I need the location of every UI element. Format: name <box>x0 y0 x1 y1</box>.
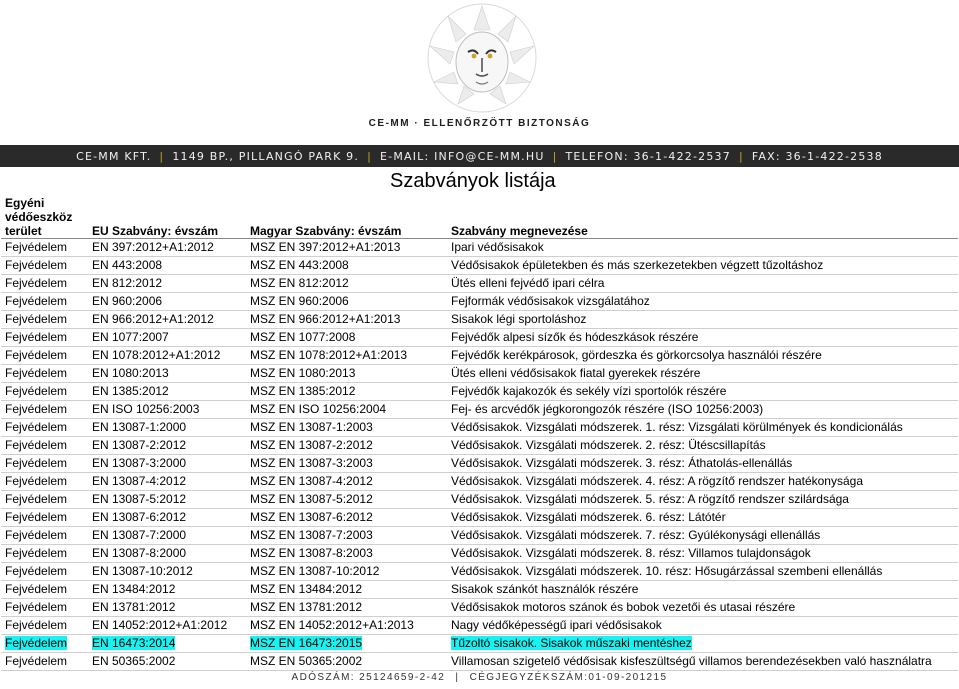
cell-hu-standard: MSZ EN 13087-7:2003 <box>246 527 447 545</box>
cell-area: Fejvédelem <box>1 599 88 617</box>
footer <box>0 672 959 683</box>
table-row <box>1 491 958 509</box>
cell-eu-standard: EN 1078:2012+A1:2012 <box>88 347 246 365</box>
cell-standard-name: Védősisakok. Vizsgálati módszerek. 8. rész: Villamos tulajdonságok <box>447 545 958 563</box>
cell-area: Fejvédelem <box>1 581 88 599</box>
table-header-row <box>1 194 958 239</box>
cell-eu-standard: EN 1080:2013 <box>88 365 246 383</box>
table-row <box>1 239 958 257</box>
cell-standard-name: Fejvédők kerékpárosok, gördeszka és görkorcsolya használói részére <box>447 347 958 365</box>
cell-standard-name: Védősisakok épületekben és más szerkezetekben végzett tűzoltáshoz <box>447 257 958 275</box>
table-row <box>1 365 958 383</box>
cell-eu-standard: EN 13087-7:2000 <box>88 527 246 545</box>
cell-standard-name: Sisakok szánkót használók részére <box>447 581 958 599</box>
brand-tagline: CE-MM · ELLENŐRZÖTT BIZTONSÁG <box>368 118 591 129</box>
table-row <box>1 311 958 329</box>
table-row <box>1 599 958 617</box>
cell-standard-name: Védősisakok. Vizsgálati módszerek. 1. rész: Vizsgálati körülmények és kondicionálás <box>447 419 958 437</box>
table-row <box>1 347 958 365</box>
letterhead <box>0 0 959 168</box>
separator: | <box>738 149 744 163</box>
cell-area: Fejvédelem <box>1 437 88 455</box>
column-header-name: Szabvány megnevezése <box>447 194 958 239</box>
table-row <box>1 635 958 653</box>
contact-bar <box>0 145 959 167</box>
table-row <box>1 293 958 311</box>
separator: | <box>552 149 558 163</box>
table-row <box>1 419 958 437</box>
cell-area: Fejvédelem <box>1 455 88 473</box>
cell-eu-standard: EN 966:2012+A1:2012 <box>88 311 246 329</box>
cell-area: Fejvédelem <box>1 563 88 581</box>
table-row <box>1 617 958 635</box>
cell-eu-standard: EN 13484:2012 <box>88 581 246 599</box>
cell-area: Fejvédelem <box>1 329 88 347</box>
cell-standard-name: Fej- és arcvédők jégkorongozók részére (ISO 10256:2003) <box>447 401 958 419</box>
table-row <box>1 563 958 581</box>
cell-eu-standard: EN 13781:2012 <box>88 599 246 617</box>
cell-area: Fejvédelem <box>1 617 88 635</box>
cell-area: Fejvédelem <box>1 401 88 419</box>
cell-area: Fejvédelem <box>1 545 88 563</box>
cell-eu-standard: EN 960:2006 <box>88 293 246 311</box>
table-body <box>1 239 958 671</box>
cell-hu-standard: MSZ EN 13087-6:2012 <box>246 509 447 527</box>
separator: | <box>159 149 165 163</box>
cell-area: Fejvédelem <box>1 257 88 275</box>
cell-eu-standard: EN 50365:2002 <box>88 653 246 671</box>
cell-standard-name: Védősisakok. Vizsgálati módszerek. 4. rész: A rögzítő rendszer hatékonysága <box>447 473 958 491</box>
cell-standard-name: Villamosan szigetelő védősisak kisfeszültségű villamos berendezésekben való használatra <box>447 653 958 671</box>
cell-area: Fejvédelem <box>1 383 88 401</box>
table-row <box>1 275 958 293</box>
cell-eu-standard: EN 13087-5:2012 <box>88 491 246 509</box>
cell-area: Fejvédelem <box>1 491 88 509</box>
cell-area: Fejvédelem <box>1 311 88 329</box>
cell-hu-standard: MSZ EN 1077:2008 <box>246 329 447 347</box>
cell-eu-standard: EN 1385:2012 <box>88 383 246 401</box>
cell-standard-name: Ipari védősisakok <box>447 239 958 257</box>
table-row <box>1 455 958 473</box>
cell-standard-name: Védősisakok. Vizsgálati módszerek. 2. rész: Ütéscsillapítás <box>447 437 958 455</box>
table-row <box>1 383 958 401</box>
cell-standard-name: Védősisakok. Vizsgálati módszerek. 5. rész: A rögzítő rendszer szilárdsága <box>447 491 958 509</box>
cell-eu-standard: EN 13087-3:2000 <box>88 455 246 473</box>
cell-hu-standard: MSZ EN 13087-10:2012 <box>246 563 447 581</box>
lion-shield-logo <box>418 0 546 118</box>
cell-hu-standard: MSZ EN 13087-5:2012 <box>246 491 447 509</box>
cell-hu-standard: MSZ EN ISO 10256:2004 <box>246 401 447 419</box>
tax-number: ADÓSZÁM: 25124659-2-42 <box>291 672 446 683</box>
standards-table <box>1 194 958 671</box>
cell-area: Fejvédelem <box>1 473 88 491</box>
company-phone: TELEFON: 36-1-422-2537 <box>565 149 731 163</box>
cell-hu-standard: MSZ EN 1078:2012+A1:2013 <box>246 347 447 365</box>
table-row <box>1 329 958 347</box>
table-row <box>1 257 958 275</box>
table-row <box>1 401 958 419</box>
cell-hu-standard: MSZ EN 50365:2002 <box>246 653 447 671</box>
column-header-hu: Magyar Szabvány: évszám <box>246 194 447 239</box>
cell-hu-standard: MSZ EN 812:2012 <box>246 275 447 293</box>
table-row <box>1 581 958 599</box>
cell-eu-standard: EN 16473:2014 <box>88 635 246 653</box>
cell-area: Fejvédelem <box>1 293 88 311</box>
cell-hu-standard: MSZ EN 13781:2012 <box>246 599 447 617</box>
cell-area: Fejvédelem <box>1 509 88 527</box>
table-row <box>1 653 958 671</box>
cell-standard-name: Védősisakok. Vizsgálati módszerek. 3. rész: Áthatolás-ellenállás <box>447 455 958 473</box>
cell-standard-name: Nagy védőképességű ipari védősisakok <box>447 617 958 635</box>
cell-eu-standard: EN 13087-10:2012 <box>88 563 246 581</box>
column-header-eu: EU Szabvány: évszám <box>88 194 246 239</box>
table-row <box>1 545 958 563</box>
cell-hu-standard: MSZ EN 13484:2012 <box>246 581 447 599</box>
cell-hu-standard: MSZ EN 443:2008 <box>246 257 447 275</box>
cell-eu-standard: EN 13087-8:2000 <box>88 545 246 563</box>
cell-standard-name: Fejformák védősisakok vizsgálatához <box>447 293 958 311</box>
cell-eu-standard: EN 13087-4:2012 <box>88 473 246 491</box>
cell-standard-name: Tűzoltó sisakok. Sisakok műszaki mentéshez <box>447 635 958 653</box>
cell-hu-standard: MSZ EN 13087-4:2012 <box>246 473 447 491</box>
cell-eu-standard: EN 397:2012+A1:2012 <box>88 239 246 257</box>
cell-eu-standard: EN 812:2012 <box>88 275 246 293</box>
page-title: Szabványok listája <box>390 170 556 192</box>
cell-hu-standard: MSZ EN 13087-3:2003 <box>246 455 447 473</box>
cell-eu-standard: EN ISO 10256:2003 <box>88 401 246 419</box>
cell-standard-name: Ütés elleni védősisakok fiatal gyerekek részére <box>447 365 958 383</box>
cell-standard-name: Fejvédők alpesi sízők és hódeszkások részére <box>447 329 958 347</box>
cell-standard-name: Védősisakok motoros szánok és bobok vezetői és utasai részére <box>447 599 958 617</box>
separator: | <box>367 149 372 163</box>
cell-area: Fejvédelem <box>1 347 88 365</box>
registry-number: CÉGJEGYZÉKSZÁM:01-09-201215 <box>469 672 668 683</box>
table-row <box>1 473 958 491</box>
cell-hu-standard: MSZ EN 960:2006 <box>246 293 447 311</box>
cell-hu-standard: MSZ EN 966:2012+A1:2013 <box>246 311 447 329</box>
cell-eu-standard: EN 443:2008 <box>88 257 246 275</box>
company-name: CE-MM KFT. <box>76 149 152 163</box>
cell-hu-standard: MSZ EN 1385:2012 <box>246 383 447 401</box>
cell-area: Fejvédelem <box>1 239 88 257</box>
cell-hu-standard: MSZ EN 16473:2015 <box>246 635 447 653</box>
table-row <box>1 437 958 455</box>
table-row <box>1 509 958 527</box>
cell-standard-name: Fejvédők kajakozók és sekély vízi sportolók részére <box>447 383 958 401</box>
table-row <box>1 527 958 545</box>
cell-hu-standard: MSZ EN 13087-2:2012 <box>246 437 447 455</box>
cell-eu-standard: EN 13087-1:2000 <box>88 419 246 437</box>
cell-area: Fejvédelem <box>1 275 88 293</box>
cell-eu-standard: EN 14052:2012+A1:2012 <box>88 617 246 635</box>
column-header-area: Egyéni védőeszköz terület <box>1 194 88 239</box>
cell-standard-name: Védősisakok. Vizsgálati módszerek. 6. rész: Látótér <box>447 509 958 527</box>
cell-eu-standard: EN 1077:2007 <box>88 329 246 347</box>
cell-area: Fejvédelem <box>1 653 88 671</box>
company-email[interactable]: E-MAIL: INFO@CE-MM.HU <box>380 149 545 163</box>
cell-hu-standard: MSZ EN 14052:2012+A1:2013 <box>246 617 447 635</box>
cell-standard-name: Sisakok légi sportoláshoz <box>447 311 958 329</box>
cell-standard-name: Ütés elleni fejvédő ipari célra <box>447 275 958 293</box>
cell-hu-standard: MSZ EN 13087-1:2003 <box>246 419 447 437</box>
company-address: 1149 BP., PILLANGÓ PARK 9. <box>172 149 360 163</box>
cell-standard-name: Védősisakok. Vizsgálati módszerek. 10. rész: Hősugárzással szembeni ellenállás <box>447 563 958 581</box>
cell-eu-standard: EN 13087-2:2012 <box>88 437 246 455</box>
company-fax: FAX: 36-1-422-2538 <box>751 149 883 163</box>
cell-area: Fejvédelem <box>1 635 88 653</box>
cell-hu-standard: MSZ EN 13087-8:2003 <box>246 545 447 563</box>
cell-area: Fejvédelem <box>1 419 88 437</box>
cell-eu-standard: EN 13087-6:2012 <box>88 509 246 527</box>
cell-area: Fejvédelem <box>1 527 88 545</box>
cell-area: Fejvédelem <box>1 365 88 383</box>
cell-standard-name: Védősisakok. Vizsgálati módszerek. 7. rész: Gyúlékonysági ellenállás <box>447 527 958 545</box>
cell-hu-standard: MSZ EN 1080:2013 <box>246 365 447 383</box>
separator: | <box>455 672 460 683</box>
cell-hu-standard: MSZ EN 397:2012+A1:2013 <box>246 239 447 257</box>
